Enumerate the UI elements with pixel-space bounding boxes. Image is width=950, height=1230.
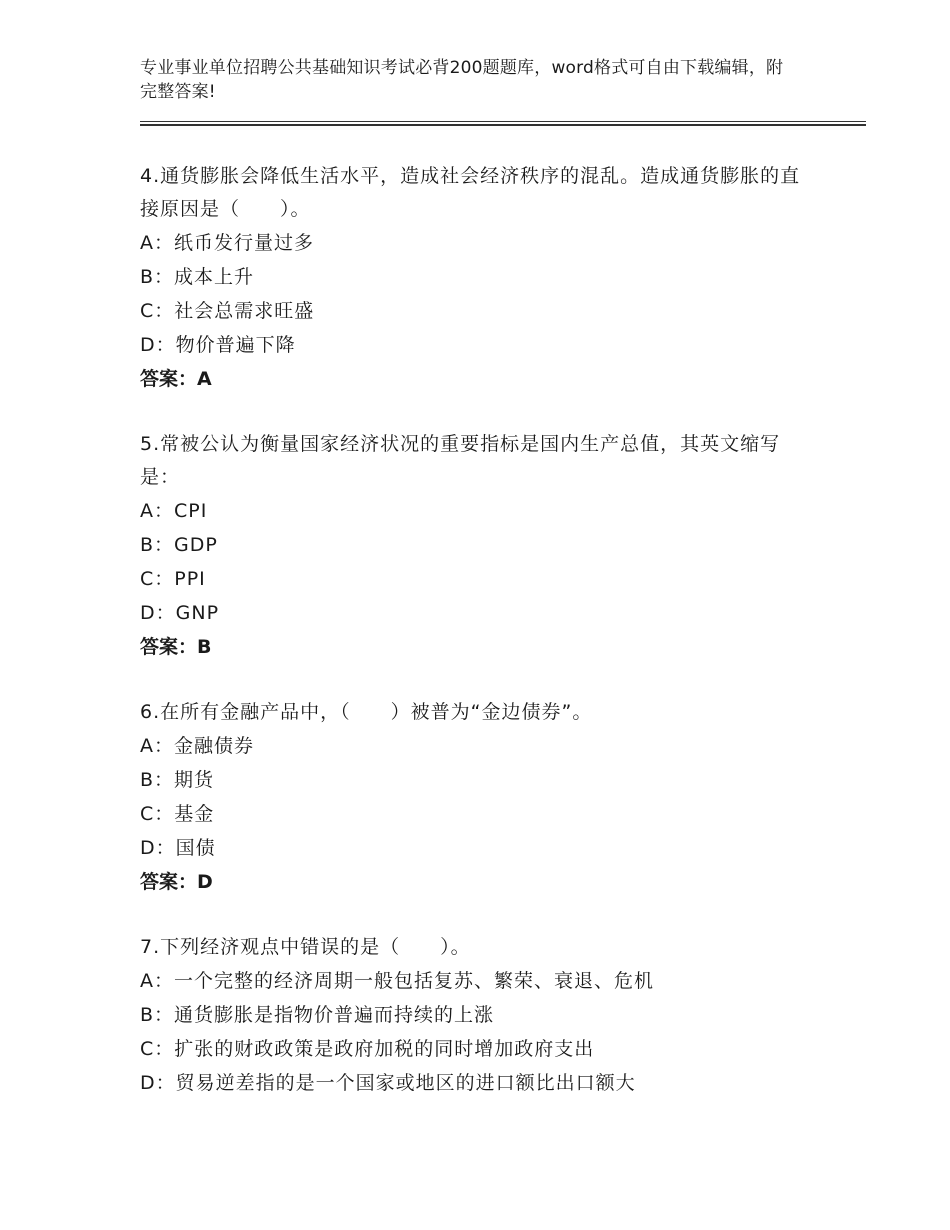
question-list <box>140 160 810 1132</box>
option-c: C：PPI <box>140 568 206 590</box>
header-rule-thick <box>140 124 866 126</box>
question-stem: 7.下列经济观点中错误的是（ ）。 <box>140 936 471 958</box>
question-stem: 6.在所有金融产品中，（ ）被普为“金边债券”。 <box>140 701 593 723</box>
answer-label: 答案：D <box>140 871 213 893</box>
option-d: D：国债 <box>140 837 216 859</box>
option-c: C：基金 <box>140 803 215 825</box>
option-b: B：成本上升 <box>140 266 255 288</box>
question-stem: 5.常被公认为衡量国家经济状况的重要指标是国内生产总值，其英文缩写是： <box>140 433 781 488</box>
question-4 <box>140 160 810 396</box>
document-header: 专业事业单位招聘公共基础知识考试必背200题题库，word格式可自由下载编辑，附完整答案! <box>140 58 784 102</box>
option-d: D：GNP <box>140 602 220 624</box>
option-a: A：纸币发行量过多 <box>140 232 314 254</box>
question-5 <box>140 428 810 664</box>
option-d: D：贸易逆差指的是一个国家或地区的进口额比出口额大 <box>140 1072 636 1094</box>
question-6 <box>140 696 810 899</box>
answer-label: 答案：A <box>140 368 212 390</box>
option-d: D：物价普遍下降 <box>140 334 296 356</box>
option-a: A：金融债券 <box>140 735 254 757</box>
question-stem: 4.通货膨胀会降低生活水平，造成社会经济秩序的混乱。造成通货膨胀的直接原因是（ ）。 <box>140 165 801 220</box>
option-b: B：GDP <box>140 534 218 556</box>
option-b: B：通货膨胀是指物价普遍而持续的上涨 <box>140 1004 495 1026</box>
option-b: B：期货 <box>140 769 215 791</box>
option-a: A：一个完整的经济周期一般包括复苏、繁荣、衰退、危机 <box>140 970 654 992</box>
answer-label: 答案：B <box>140 636 212 658</box>
option-c: C：社会总需求旺盛 <box>140 300 315 322</box>
option-c: C：扩张的财政政策是政府加税的同时增加政府支出 <box>140 1038 595 1060</box>
header-rule-thin <box>140 121 866 122</box>
question-7 <box>140 931 810 1100</box>
option-a: A：CPI <box>140 500 208 522</box>
